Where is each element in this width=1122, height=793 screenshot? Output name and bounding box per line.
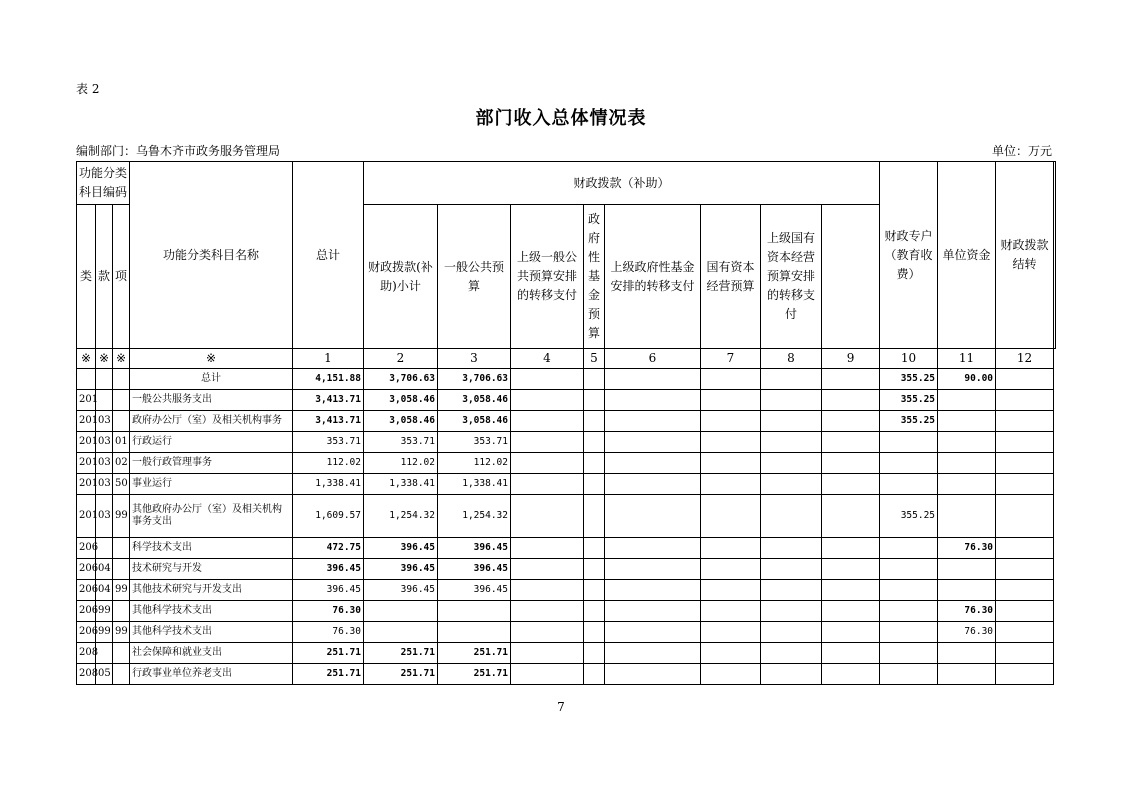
state-capital-cell <box>701 664 761 685</box>
carryover-cell <box>938 411 996 432</box>
non-fiscal-cell <box>996 664 1054 685</box>
carryover-cell <box>938 559 996 580</box>
fiscal-subtotal-cell: 353.71 <box>364 432 438 453</box>
table-number: 表 2 <box>76 82 100 96</box>
table-row <box>77 664 1056 685</box>
header-upper-capital: 上级国有资本经营预算安排的转移支付 <box>761 205 822 349</box>
table-row <box>77 643 1056 664</box>
code-lei-cell: 201 <box>77 411 96 432</box>
total-cell: 251.71 <box>293 664 364 685</box>
unit-funds-cell <box>880 559 938 580</box>
gov-fund-cell <box>584 495 605 538</box>
total-cell: 1,609.57 <box>293 495 364 538</box>
header-fiscal-group: 财政拨款（补助） <box>364 162 880 205</box>
upper-general-cell <box>511 369 584 390</box>
header-special-account: 财政专户（教育收费） <box>880 162 938 349</box>
code-kuan-cell <box>96 369 113 390</box>
carryover-cell <box>938 580 996 601</box>
general-budget-cell: 396.45 <box>438 538 511 559</box>
item-name-cell: 政府办公厅（室）及相关机构事务 <box>130 411 293 432</box>
non-fiscal-cell <box>996 643 1054 664</box>
carryover-cell <box>938 643 996 664</box>
code-xiang-cell <box>113 559 130 580</box>
fiscal-subtotal-cell: 3,058.46 <box>364 411 438 432</box>
upper-general-cell <box>511 453 584 474</box>
upper-fund-cell <box>605 495 701 538</box>
unit-funds-cell <box>880 432 938 453</box>
gov-fund-cell <box>584 453 605 474</box>
upper-fund-cell <box>605 432 701 453</box>
code-xiang-cell <box>113 411 130 432</box>
upper-capital-cell <box>761 664 822 685</box>
code-lei-cell: 206 <box>77 622 96 643</box>
code-kuan-cell <box>96 538 113 559</box>
header-name: 功能分类科目名称 <box>130 162 293 349</box>
upper-fund-cell <box>605 601 701 622</box>
upper-general-cell <box>511 432 584 453</box>
header-lei: 类 <box>77 205 96 349</box>
special-account-cell <box>822 538 880 559</box>
code-xiang-cell: 99 <box>113 580 130 601</box>
upper-capital-cell <box>761 601 822 622</box>
upper-fund-cell <box>605 411 701 432</box>
fiscal-subtotal-cell: 1,254.32 <box>364 495 438 538</box>
upper-capital-cell <box>761 580 822 601</box>
gov-fund-cell <box>584 664 605 685</box>
fiscal-subtotal-cell: 251.71 <box>364 643 438 664</box>
code-xiang-cell: 99 <box>113 622 130 643</box>
header-gov-fund: 政府性基金预算 <box>584 205 605 349</box>
carryover-cell: 76.30 <box>938 538 996 559</box>
carryover-cell <box>938 474 996 495</box>
upper-general-cell <box>511 643 584 664</box>
item-name-cell: 一般公共服务支出 <box>130 390 293 411</box>
upper-capital-cell <box>761 411 822 432</box>
table-row <box>77 474 1056 495</box>
header-symbol-row <box>77 349 1056 369</box>
general-budget-cell: 3,706.63 <box>438 369 511 390</box>
gov-fund-cell <box>584 559 605 580</box>
non-fiscal-cell <box>996 474 1054 495</box>
code-kuan-cell: 03 <box>96 474 113 495</box>
total-cell: 251.71 <box>293 643 364 664</box>
unit-funds-cell: 355.25 <box>880 495 938 538</box>
fiscal-subtotal-cell: 396.45 <box>364 538 438 559</box>
code-kuan-cell: 99 <box>96 601 113 622</box>
general-budget-cell <box>438 622 511 643</box>
code-xiang-cell <box>113 538 130 559</box>
total-cell: 76.30 <box>293 601 364 622</box>
header-fiscal-subtotal: 财政拨款(补助)小计 <box>364 205 438 349</box>
non-fiscal-cell <box>996 559 1054 580</box>
header-symbol-cell: 1 <box>293 349 364 369</box>
upper-capital-cell <box>761 474 822 495</box>
table-row <box>77 559 1056 580</box>
state-capital-cell <box>701 495 761 538</box>
total-cell: 112.02 <box>293 453 364 474</box>
page-number: 7 <box>557 700 565 714</box>
carryover-cell <box>938 664 996 685</box>
general-budget-cell: 1,254.32 <box>438 495 511 538</box>
special-account-cell <box>822 601 880 622</box>
state-capital-cell <box>701 474 761 495</box>
code-kuan-cell: 99 <box>96 622 113 643</box>
non-fiscal-cell <box>996 601 1054 622</box>
total-cell: 396.45 <box>293 559 364 580</box>
non-fiscal-cell <box>996 369 1054 390</box>
total-cell: 4,151.88 <box>293 369 364 390</box>
gov-fund-cell <box>584 474 605 495</box>
upper-capital-cell <box>761 369 822 390</box>
carryover-cell: 90.00 <box>938 369 996 390</box>
code-lei-cell: 201 <box>77 390 96 411</box>
gov-fund-cell <box>584 580 605 601</box>
table-row <box>77 622 1056 643</box>
total-cell: 353.71 <box>293 432 364 453</box>
gov-fund-cell <box>584 538 605 559</box>
carryover-cell <box>938 453 996 474</box>
unit-funds-cell <box>880 622 938 643</box>
header-symbol-cell: ※ <box>96 349 113 369</box>
code-lei-cell: 201 <box>77 432 96 453</box>
upper-fund-cell <box>605 643 701 664</box>
header-total: 总计 <box>293 162 364 349</box>
code-xiang-cell: 99 <box>113 495 130 538</box>
upper-general-cell <box>511 664 584 685</box>
upper-fund-cell <box>605 664 701 685</box>
code-kuan-cell: 04 <box>96 580 113 601</box>
non-fiscal-cell <box>996 622 1054 643</box>
general-budget-cell <box>438 601 511 622</box>
gov-fund-cell <box>584 390 605 411</box>
header-kuan: 款 <box>96 205 113 349</box>
code-lei-cell: 201 <box>77 453 96 474</box>
fiscal-subtotal-cell: 3,706.63 <box>364 369 438 390</box>
table-row <box>77 390 1056 411</box>
gov-fund-cell <box>584 601 605 622</box>
fiscal-subtotal-cell: 396.45 <box>364 580 438 601</box>
total-cell: 472.75 <box>293 538 364 559</box>
table-row <box>77 369 1056 390</box>
special-account-cell <box>822 664 880 685</box>
header-symbol-cell: ※ <box>113 349 130 369</box>
code-lei-cell: 206 <box>77 559 96 580</box>
gov-fund-cell <box>584 411 605 432</box>
upper-capital-cell <box>761 495 822 538</box>
upper-general-cell <box>511 495 584 538</box>
header-symbol-cell: 9 <box>822 349 880 369</box>
upper-general-cell <box>511 622 584 643</box>
non-fiscal-cell <box>996 495 1054 538</box>
state-capital-cell <box>701 432 761 453</box>
fiscal-subtotal-cell: 3,058.46 <box>364 390 438 411</box>
item-name-cell: 科学技术支出 <box>130 538 293 559</box>
state-capital-cell <box>701 369 761 390</box>
table-row <box>77 601 1056 622</box>
carryover-cell: 76.30 <box>938 622 996 643</box>
item-name-cell: 其他科学技术支出 <box>130 622 293 643</box>
upper-fund-cell <box>605 453 701 474</box>
carryover-cell <box>938 390 996 411</box>
fiscal-subtotal-cell <box>364 601 438 622</box>
header-symbol-cell: 5 <box>584 349 605 369</box>
header-xiang: 项 <box>113 205 130 349</box>
code-lei-cell <box>77 369 96 390</box>
unit-funds-cell <box>880 580 938 601</box>
upper-capital-cell <box>761 432 822 453</box>
code-kuan-cell <box>96 390 113 411</box>
upper-fund-cell <box>605 622 701 643</box>
code-xiang-cell <box>113 390 130 411</box>
general-budget-cell: 353.71 <box>438 432 511 453</box>
special-account-cell <box>822 495 880 538</box>
code-xiang-cell <box>113 664 130 685</box>
upper-fund-cell <box>605 580 701 601</box>
special-account-cell <box>822 622 880 643</box>
state-capital-cell <box>701 559 761 580</box>
table-row <box>77 495 1056 538</box>
non-fiscal-cell <box>996 390 1054 411</box>
general-budget-cell: 396.45 <box>438 559 511 580</box>
non-fiscal-cell <box>996 538 1054 559</box>
header-symbol-cell: 12 <box>996 349 1054 369</box>
item-name-cell: 总计 <box>130 369 293 390</box>
header-symbol-cell: 6 <box>605 349 701 369</box>
header-symbol-cell: 8 <box>761 349 822 369</box>
header-general-budget: 一般公共预算 <box>438 205 511 349</box>
code-xiang-cell <box>113 369 130 390</box>
upper-general-cell <box>511 538 584 559</box>
upper-general-cell <box>511 411 584 432</box>
upper-general-cell <box>511 559 584 580</box>
header-symbol-cell: 4 <box>511 349 584 369</box>
special-account-cell <box>822 369 880 390</box>
code-lei-cell: 206 <box>77 538 96 559</box>
general-budget-cell: 396.45 <box>438 580 511 601</box>
table-row <box>77 411 1056 432</box>
upper-capital-cell <box>761 622 822 643</box>
item-name-cell: 其他政府办公厅（室）及相关机构事务支出 <box>130 495 293 538</box>
upper-fund-cell <box>605 390 701 411</box>
general-budget-cell: 3,058.46 <box>438 411 511 432</box>
total-cell: 3,413.71 <box>293 411 364 432</box>
header-symbol-cell: 3 <box>438 349 511 369</box>
item-name-cell: 行政事业单位养老支出 <box>130 664 293 685</box>
general-budget-cell: 3,058.46 <box>438 390 511 411</box>
upper-fund-cell <box>605 369 701 390</box>
total-cell: 396.45 <box>293 580 364 601</box>
special-account-cell <box>822 411 880 432</box>
table-body <box>77 369 1056 685</box>
item-name-cell: 社会保障和就业支出 <box>130 643 293 664</box>
carryover-cell <box>938 495 996 538</box>
header-symbol-cell: 7 <box>701 349 761 369</box>
non-fiscal-cell <box>996 411 1054 432</box>
code-xiang-cell <box>113 643 130 664</box>
upper-capital-cell <box>761 538 822 559</box>
item-name-cell: 一般行政管理事务 <box>130 453 293 474</box>
state-capital-cell <box>701 580 761 601</box>
special-account-cell <box>822 390 880 411</box>
gov-fund-cell <box>584 432 605 453</box>
code-kuan-cell: 04 <box>96 559 113 580</box>
header-carryover: 财政拨款结转 <box>996 162 1054 349</box>
general-budget-cell: 1,338.41 <box>438 474 511 495</box>
upper-capital-cell <box>761 390 822 411</box>
state-capital-cell <box>701 390 761 411</box>
state-capital-cell <box>701 643 761 664</box>
header-state-capital: 国有资本经营预算 <box>701 205 761 349</box>
fiscal-subtotal-cell: 251.71 <box>364 664 438 685</box>
code-xiang-cell: 50 <box>113 474 130 495</box>
item-name-cell: 其他技术研究与开发支出 <box>130 580 293 601</box>
upper-fund-cell <box>605 474 701 495</box>
general-budget-cell: 112.02 <box>438 453 511 474</box>
unit-funds-cell <box>880 643 938 664</box>
code-lei-cell: 206 <box>77 601 96 622</box>
state-capital-cell <box>701 601 761 622</box>
upper-general-cell <box>511 474 584 495</box>
item-name-cell: 技术研究与开发 <box>130 559 293 580</box>
upper-capital-cell <box>761 559 822 580</box>
unit-funds-cell <box>880 601 938 622</box>
state-capital-cell <box>701 622 761 643</box>
header-code-group: 功能分类科目编码 <box>77 162 130 205</box>
gov-fund-cell <box>584 643 605 664</box>
non-fiscal-cell <box>996 453 1054 474</box>
upper-general-cell <box>511 601 584 622</box>
code-kuan-cell: 03 <box>96 432 113 453</box>
unit-funds-cell <box>880 453 938 474</box>
header-symbol-cell: ※ <box>130 349 293 369</box>
item-name-cell: 其他科学技术支出 <box>130 601 293 622</box>
special-account-cell <box>822 580 880 601</box>
carryover-cell <box>938 432 996 453</box>
unit-funds-cell: 355.25 <box>880 369 938 390</box>
unit-funds-cell <box>880 538 938 559</box>
item-name-cell: 行政运行 <box>130 432 293 453</box>
code-kuan-cell: 03 <box>96 411 113 432</box>
state-capital-cell <box>701 411 761 432</box>
general-budget-cell: 251.71 <box>438 664 511 685</box>
code-kuan-cell: 03 <box>96 495 113 538</box>
code-lei-cell: 206 <box>77 580 96 601</box>
unit-funds-cell <box>880 474 938 495</box>
special-account-cell <box>822 559 880 580</box>
code-xiang-cell <box>113 601 130 622</box>
gov-fund-cell <box>584 369 605 390</box>
special-account-cell <box>822 432 880 453</box>
code-kuan-cell: 03 <box>96 453 113 474</box>
upper-general-cell <box>511 580 584 601</box>
fiscal-subtotal-cell: 396.45 <box>364 559 438 580</box>
table-row <box>77 538 1056 559</box>
header-symbol-cell: ※ <box>77 349 96 369</box>
special-account-cell <box>822 474 880 495</box>
header-symbol-cell: 2 <box>364 349 438 369</box>
unit-funds-cell: 355.25 <box>880 390 938 411</box>
upper-capital-cell <box>761 643 822 664</box>
code-lei-cell: 208 <box>77 643 96 664</box>
header-unit-funds: 单位资金 <box>938 162 996 349</box>
fiscal-subtotal-cell <box>364 622 438 643</box>
table-row <box>77 453 1056 474</box>
header-upper-fund: 上级政府性基金安排的转移支付 <box>605 205 701 349</box>
total-cell: 76.30 <box>293 622 364 643</box>
state-capital-cell <box>701 538 761 559</box>
special-account-cell <box>822 643 880 664</box>
table-row <box>77 580 1056 601</box>
general-budget-cell: 251.71 <box>438 643 511 664</box>
code-kuan-cell: 05 <box>96 664 113 685</box>
gov-fund-cell <box>584 622 605 643</box>
carryover-cell: 76.30 <box>938 601 996 622</box>
total-cell: 1,338.41 <box>293 474 364 495</box>
code-xiang-cell: 01 <box>113 432 130 453</box>
unit-funds-cell <box>880 664 938 685</box>
upper-fund-cell <box>605 559 701 580</box>
unit-funds-cell: 355.25 <box>880 411 938 432</box>
state-capital-cell <box>701 453 761 474</box>
item-name-cell: 事业运行 <box>130 474 293 495</box>
special-account-cell <box>822 453 880 474</box>
upper-fund-cell <box>605 538 701 559</box>
organization-label: 编制部门：乌鲁木齐市政务服务管理局 <box>76 144 281 158</box>
header-symbol-cell: 10 <box>880 349 938 369</box>
code-xiang-cell: 02 <box>113 453 130 474</box>
code-lei-cell: 208 <box>77 664 96 685</box>
non-fiscal-cell <box>996 580 1054 601</box>
non-fiscal-cell <box>996 432 1054 453</box>
code-lei-cell: 201 <box>77 495 96 538</box>
code-kuan-cell <box>96 643 113 664</box>
header-symbol-cell: 11 <box>938 349 996 369</box>
code-lei-cell: 201 <box>77 474 96 495</box>
page-title: 部门收入总体情况表 <box>475 108 647 129</box>
table-row <box>77 432 1056 453</box>
header-upper-general: 上级一般公共预算安排的转移支付 <box>511 205 584 349</box>
unit-label: 单位：万元 <box>991 144 1052 158</box>
upper-capital-cell <box>761 453 822 474</box>
total-cell: 3,413.71 <box>293 390 364 411</box>
revenue-table <box>76 161 1056 685</box>
header-non-fiscal <box>1054 162 1056 349</box>
fiscal-subtotal-cell: 1,338.41 <box>364 474 438 495</box>
upper-general-cell <box>511 390 584 411</box>
fiscal-subtotal-cell: 112.02 <box>364 453 438 474</box>
